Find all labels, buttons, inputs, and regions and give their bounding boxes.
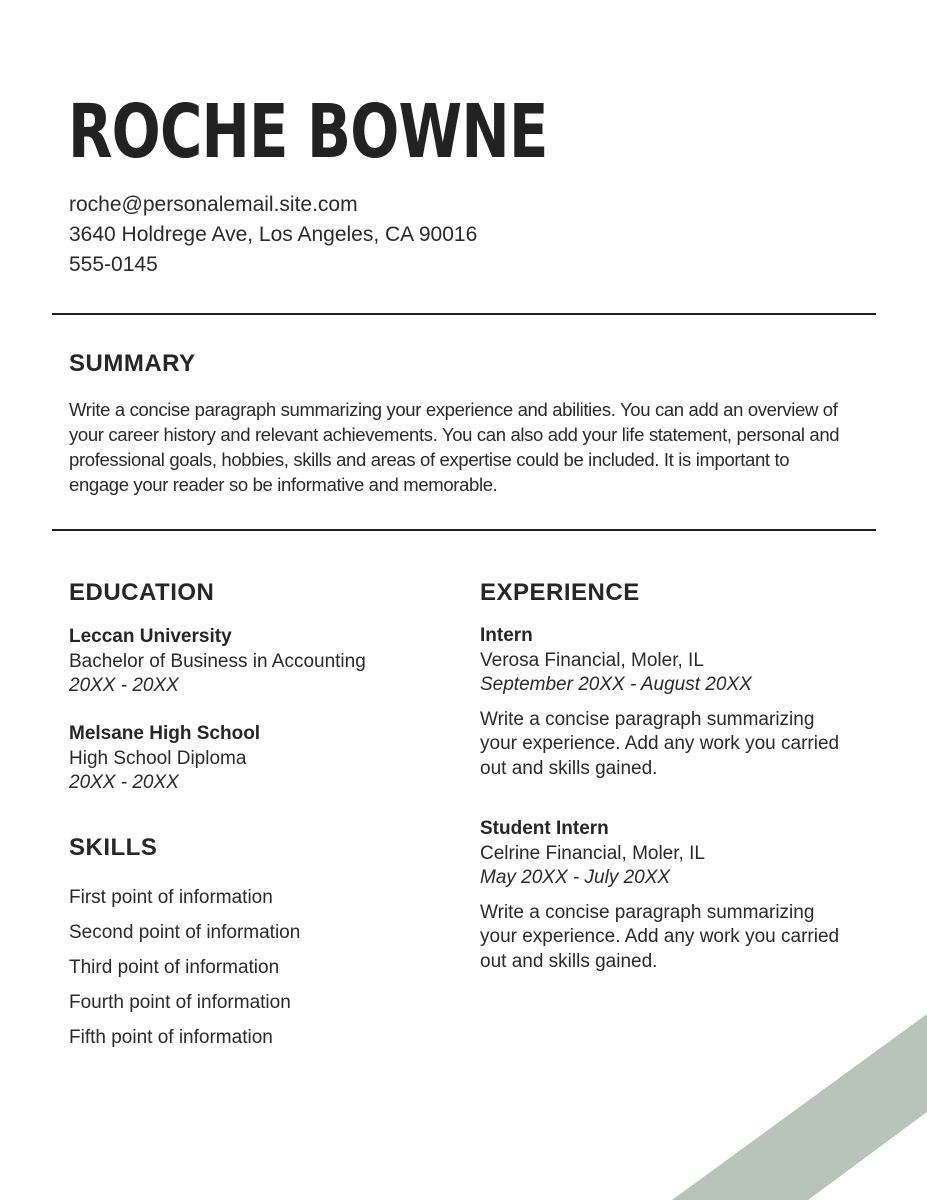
education-dates: 20XX - 20XX xyxy=(69,772,179,793)
company: Celrine Financial, Moler, IL xyxy=(480,842,705,864)
phone[interactable]: 555-0145 xyxy=(69,253,158,276)
school-name: Melsane High School xyxy=(69,723,261,744)
experience-dates: September 20XX - August 20XX xyxy=(480,674,752,695)
skill-item: First point of information xyxy=(69,887,273,908)
skill-item: Second point of information xyxy=(69,922,301,943)
accent-band-shape xyxy=(672,1014,927,1200)
skills-list xyxy=(69,884,300,1059)
email[interactable]: roche@personalemail.site.com xyxy=(69,193,358,216)
education-entry xyxy=(69,625,366,699)
contact-info xyxy=(69,190,477,280)
degree: High School Diploma xyxy=(69,747,247,769)
company: Verosa Financial, Moler, IL xyxy=(480,649,704,671)
education-heading: EDUCATION xyxy=(69,579,215,606)
job-description: Write a concise paragraph summarizing your experience. Add any work you carried out and skills gained. xyxy=(480,901,840,972)
summary-text: Write a concise paragraph summarizing your experience and abilities. You can add an overview of your career history and relevant achievements. You can also add your life statement, personal and professional goals, hobbies, skills and areas of expertise could be included. It is important to engage your reader so be informative and memorable. xyxy=(69,399,840,495)
education-entry xyxy=(69,722,260,796)
education-dates: 20XX - 20XX xyxy=(69,675,179,696)
job-title: Intern xyxy=(480,625,533,646)
experience-entry xyxy=(480,624,850,781)
degree: Bachelor of Business in Accounting xyxy=(69,650,366,672)
skills-heading: SKILLS xyxy=(69,834,158,861)
job-description: Write a concise paragraph summarizing your experience. Add any work you carried out and skills gained. xyxy=(480,708,840,779)
experience-heading: EXPERIENCE xyxy=(480,579,640,606)
divider-top xyxy=(52,313,876,315)
job-title: Student Intern xyxy=(480,818,609,839)
candidate-name: ROCHE BOWNE xyxy=(68,89,548,175)
skill-item: Third point of information xyxy=(69,957,280,978)
divider-middle xyxy=(52,529,876,531)
summary-heading: SUMMARY xyxy=(69,350,196,377)
school-name: Leccan University xyxy=(69,626,232,647)
skill-item: Fifth point of information xyxy=(69,1027,273,1048)
address: 3640 Holdrege Ave, Los Angeles, CA 90016 xyxy=(69,223,478,246)
skill-item: Fourth point of information xyxy=(69,992,291,1013)
experience-entry xyxy=(480,817,850,974)
experience-dates: May 20XX - July 20XX xyxy=(480,867,671,888)
